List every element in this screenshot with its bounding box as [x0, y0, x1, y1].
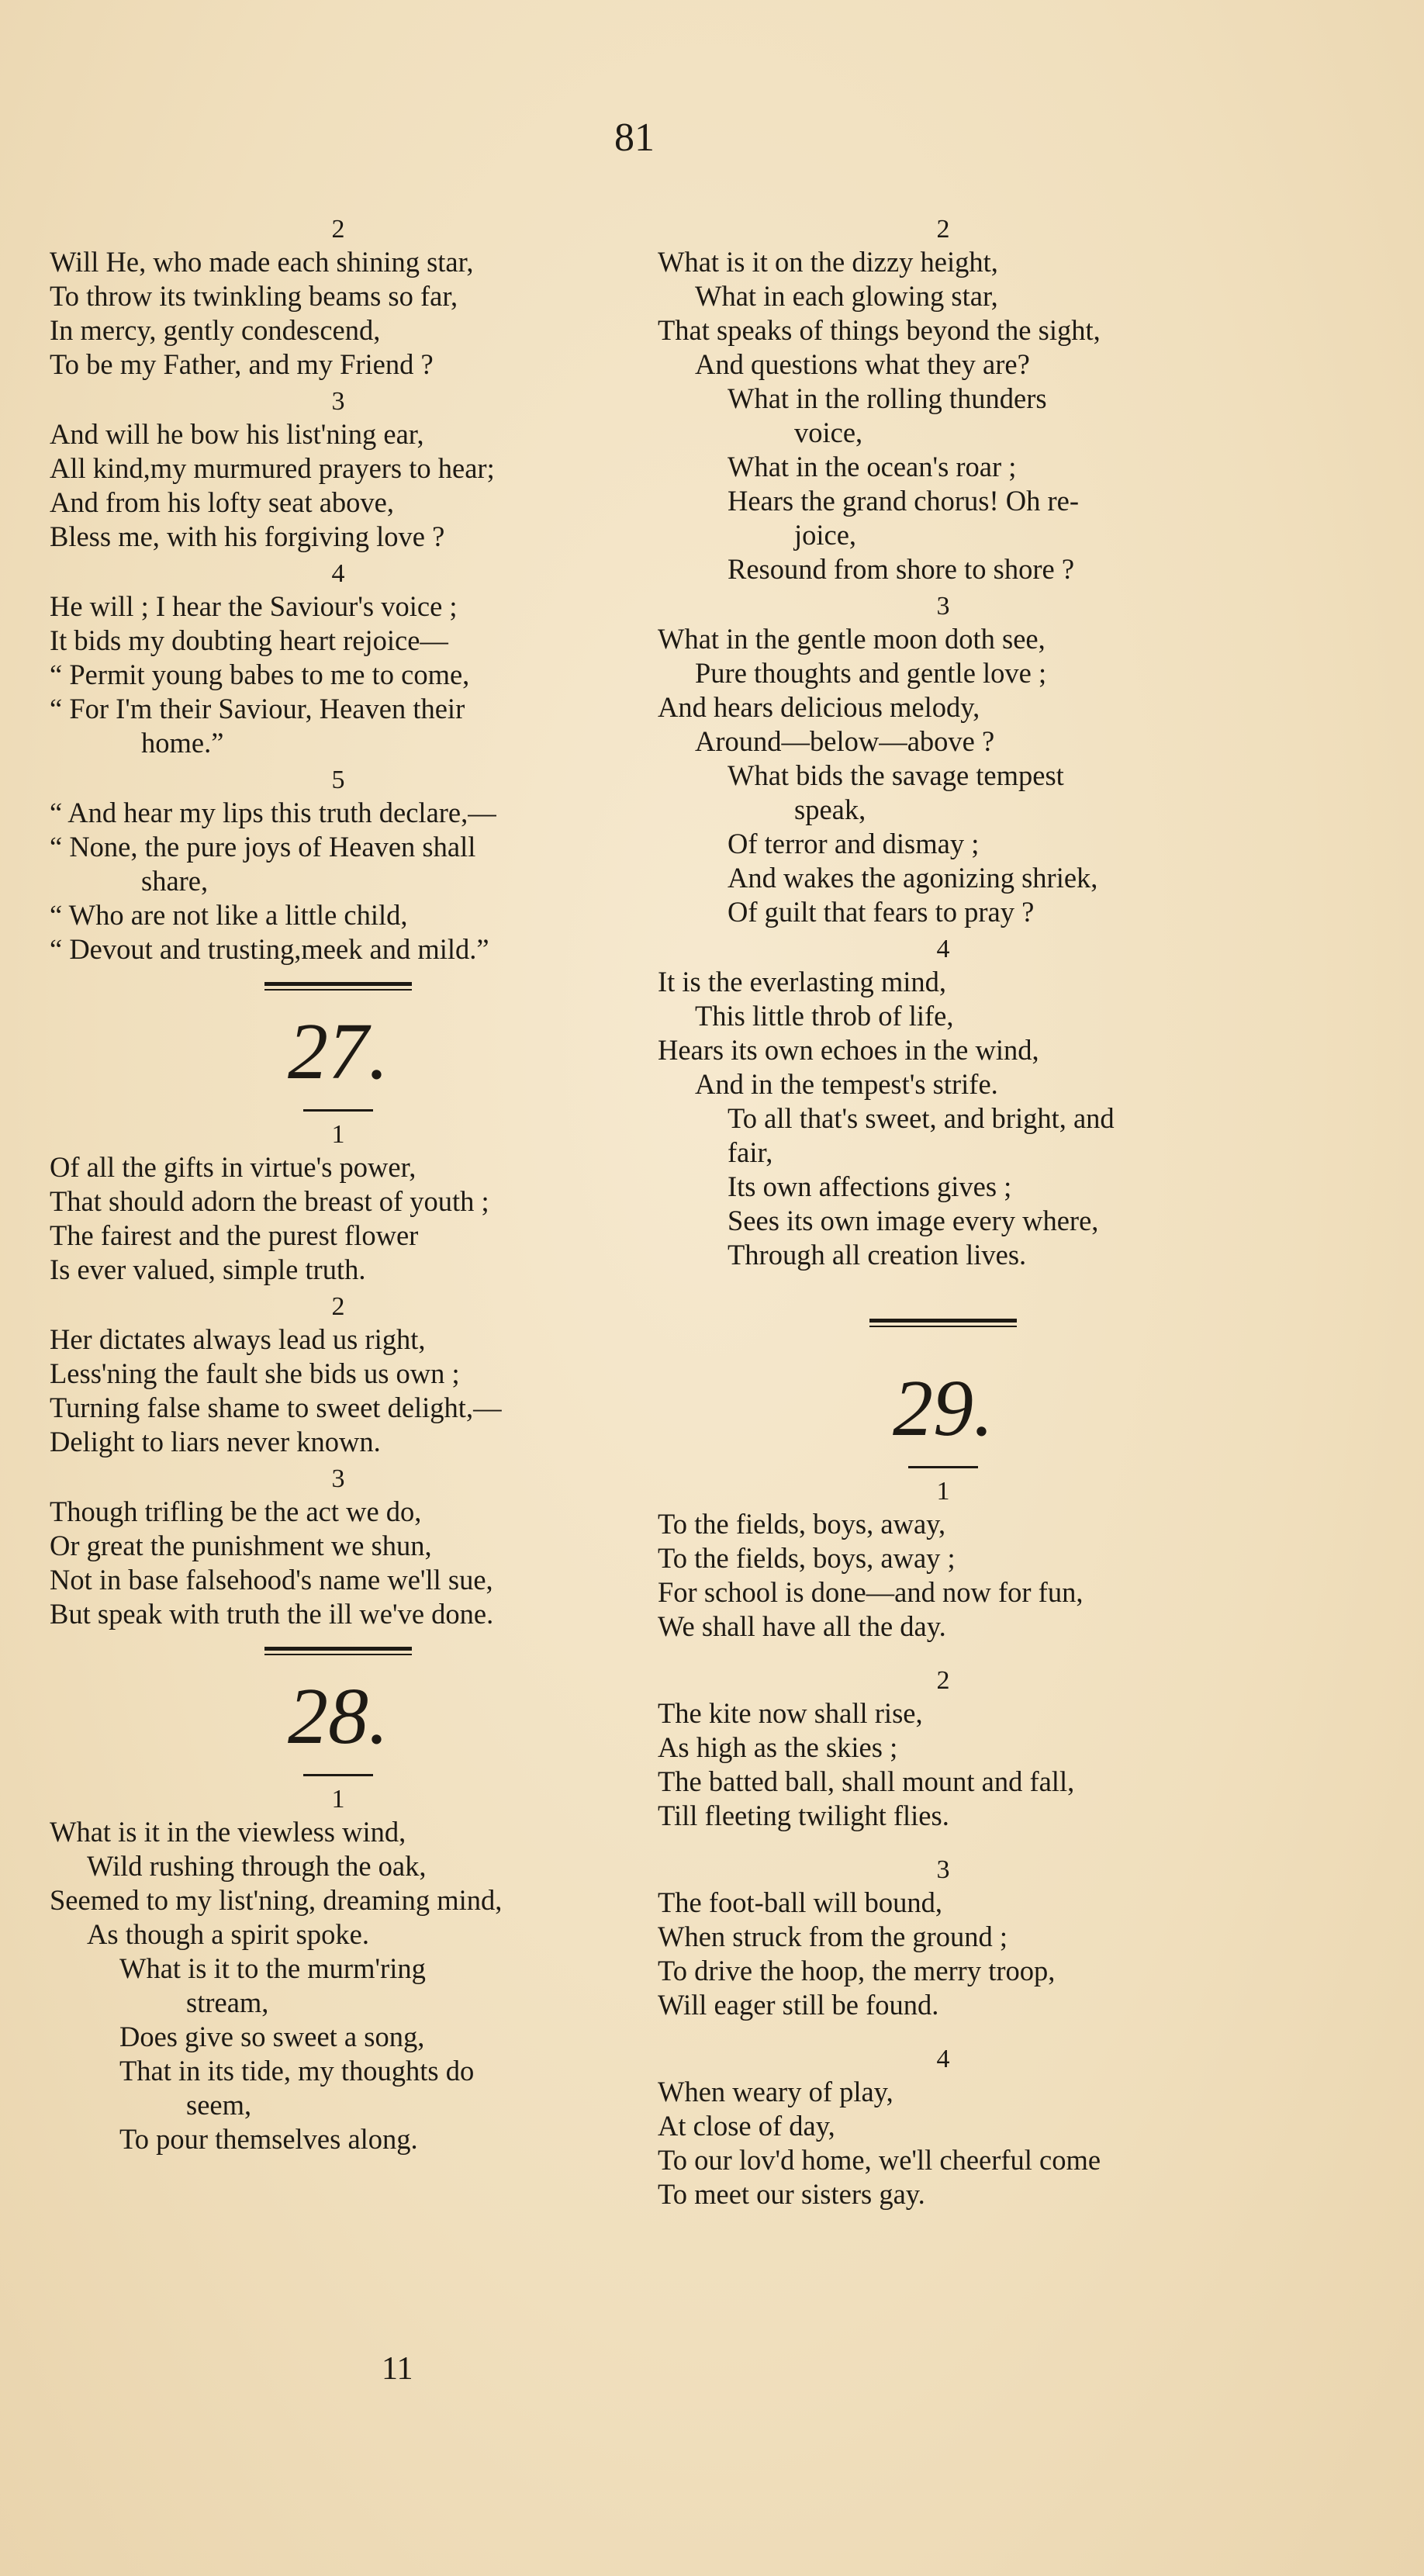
verse-line: And wakes the agonizing shriek, [728, 862, 1098, 894]
verse-line: Turning false shame to sweet delight,— [50, 1392, 502, 1423]
verse-line: It is the everlasting mind, [658, 966, 947, 998]
verse-line: Less'ning the fault she bids us own ; [50, 1357, 460, 1389]
verse-line: And in the tempest's strife. [695, 1068, 998, 1100]
verse-line: What in the ocean's roar ; [728, 451, 1017, 482]
verse-line: Or great the punishment we shun, [50, 1530, 432, 1561]
hymn-divider [264, 1647, 412, 1659]
verse-line-continuation: share, [141, 865, 209, 897]
verse-line: To throw its twinkling beams so far, [50, 280, 458, 312]
verse-line: That should adorn the breast of youth ; [50, 1185, 489, 1217]
page-number: 81 [614, 116, 655, 160]
verse-line: Of terror and dismay ; [728, 828, 980, 859]
verse-line: Through all creation lives. [728, 1239, 1027, 1271]
verse-line: What bids the savage tempest [728, 759, 1064, 791]
verse-line: For school is done—and now for fun, [658, 1576, 1084, 1608]
verse-number: 3 [936, 592, 950, 621]
verse-line-continuation: fair, [728, 1136, 773, 1168]
verse-line: As high as the skies ; [658, 1731, 898, 1763]
verse-line: To the fields, boys, away, [658, 1508, 946, 1540]
verse-line: Is ever valued, simple truth. [50, 1253, 366, 1285]
verse-line: And hears delicious melody, [658, 691, 980, 723]
verse-line-continuation: voice, [794, 417, 863, 448]
verse-line: Delight to liars never known. [50, 1426, 381, 1457]
verse-number: 2 [331, 1292, 345, 1321]
verse-line: It bids my doubting heart rejoice— [50, 624, 448, 656]
verse-number: 2 [936, 215, 950, 244]
verse-line: When struck from the ground ; [658, 1921, 1008, 1952]
verse-line: “ None, the pure joys of Heaven shall [50, 831, 476, 863]
verse-line-continuation: home.” [141, 727, 224, 759]
verse-line: What in the rolling thunders [728, 382, 1047, 414]
verse-line: What in each glowing star, [695, 280, 998, 312]
verse-line: Will eager still be found. [658, 1989, 939, 2021]
verse-line: “ Who are not like a little child, [50, 899, 408, 931]
verse-line: He will ; I hear the Saviour's voice ; [50, 590, 458, 622]
verse-line: Wild rushing through the oak, [87, 1850, 427, 1882]
verse-line-continuation: seem, [186, 2089, 252, 2121]
verse-line: “ Devout and trusting,meek and mild.” [50, 933, 489, 965]
verse-line: And from his lofty seat above, [50, 486, 394, 518]
verse-line: The batted ball, shall mount and fall, [658, 1765, 1075, 1797]
left-column [50, 209, 627, 2156]
verse-line-continuation: joice, [794, 519, 857, 551]
verse-number: 2 [331, 215, 345, 244]
verse-number: 1 [936, 1477, 950, 1506]
verse-line: The kite now shall rise, [658, 1697, 923, 1729]
verse-number: 2 [936, 1666, 950, 1695]
verse-line: This little throb of life, [695, 1000, 954, 1032]
verse-number: 4 [936, 935, 950, 963]
verse-line: Bless me, with his forgiving love ? [50, 520, 445, 552]
hymn-divider [264, 982, 412, 994]
verse-line: We shall have all the day. [658, 1610, 946, 1642]
verse-number: 4 [936, 2045, 950, 2073]
hymn-rule [908, 1466, 978, 1468]
verse-line: And will he bow his list'ning ear, [50, 418, 424, 450]
verse-line-continuation: speak, [794, 794, 866, 825]
hymn-divider [869, 1319, 1017, 1331]
verse-line: When weary of play, [658, 2076, 893, 2107]
verse-number: 1 [331, 1785, 345, 1814]
verse-line: To meet our sisters gay. [658, 2178, 925, 2210]
verse-line: Will He, who made each shining star, [50, 246, 474, 278]
verse-line: The foot-ball will bound, [658, 1886, 942, 1918]
verse-line: Though trifling be the act we do, [50, 1495, 422, 1527]
verse-line: At close of day, [658, 2110, 835, 2142]
verse-line: What in the gentle moon doth see, [658, 623, 1046, 655]
verse-line: To pour themselves along. [119, 2123, 418, 2155]
verse-line: That speaks of things beyond the sight, [658, 314, 1101, 346]
verse-number: 4 [331, 559, 345, 588]
verse-line: Hears its own echoes in the wind, [658, 1034, 1039, 1066]
verse-line: Hears the grand chorus! Oh re- [728, 485, 1080, 517]
verse-number: 3 [936, 1855, 950, 1884]
verse-line: Her dictates always lead us right, [50, 1323, 426, 1355]
hymn-rule [303, 1774, 373, 1776]
verse-line: Its own affections gives ; [728, 1170, 1012, 1202]
verse-line: Of all the gifts in virtue's power, [50, 1151, 416, 1183]
right-column [658, 209, 1229, 2211]
hymn-number: 28. [288, 1672, 389, 1761]
verse-line: To all that's sweet, and bright, and [728, 1102, 1115, 1134]
verse-line: Of guilt that fears to pray ? [728, 896, 1035, 928]
hymn-rule [303, 1109, 373, 1112]
verse-line: “ Permit young babes to me to come, [50, 659, 470, 690]
verse-line: Does give so sweet a song, [119, 2021, 425, 2052]
verse-line: In mercy, gently condescend, [50, 314, 381, 346]
verse-line: To the fields, boys, away ; [658, 1542, 956, 1574]
verse-line: To our lov'd home, we'll cheerful come [658, 2144, 1101, 2176]
verse-line: Seemed to my list'ning, dreaming mind, [50, 1884, 503, 1916]
verse-number: 5 [331, 766, 345, 794]
verse-line: To be my Father, and my Friend ? [50, 348, 434, 380]
verse-number: 1 [331, 1120, 345, 1149]
verse-line: What is it to the murm'ring [119, 1952, 426, 1984]
verse-line: Sees its own image every where, [728, 1205, 1099, 1236]
verse-line: What is it on the dizzy height, [658, 246, 998, 278]
verse-line: That in its tide, my thoughts do [119, 2055, 475, 2087]
verse-line: Pure thoughts and gentle love ; [695, 657, 1047, 689]
verse-line: Till fleeting twilight flies. [658, 1800, 949, 1831]
verse-line: To drive the hoop, the merry troop, [658, 1955, 1056, 1986]
verse-number: 3 [331, 1464, 345, 1493]
verse-line: “ And hear my lips this truth declare,— [50, 797, 496, 828]
verse-line: What is it in the viewless wind, [50, 1816, 406, 1848]
verse-number: 3 [331, 387, 345, 416]
hymn-number: 29. [893, 1364, 994, 1453]
verse-line: Resound from shore to shore ? [728, 553, 1075, 585]
signature-mark: 11 [382, 2351, 413, 2387]
verse-line: And questions what they are? [695, 348, 1030, 380]
verse-line: But speak with truth the ill we've done. [50, 1598, 494, 1630]
verse-line: “ For I'm their Saviour, Heaven their [50, 693, 465, 724]
verse-line: As though a spirit spoke. [87, 1918, 369, 1950]
verse-line: All kind,my murmured prayers to hear; [50, 452, 495, 484]
hymn-number: 27. [288, 1007, 389, 1096]
verse-line-continuation: stream, [186, 1986, 269, 2018]
verse-line: Around—below—above ? [695, 725, 995, 757]
verse-line: Not in base falsehood's name we'll sue, [50, 1564, 493, 1596]
verse-line: The fairest and the purest flower [50, 1219, 419, 1251]
